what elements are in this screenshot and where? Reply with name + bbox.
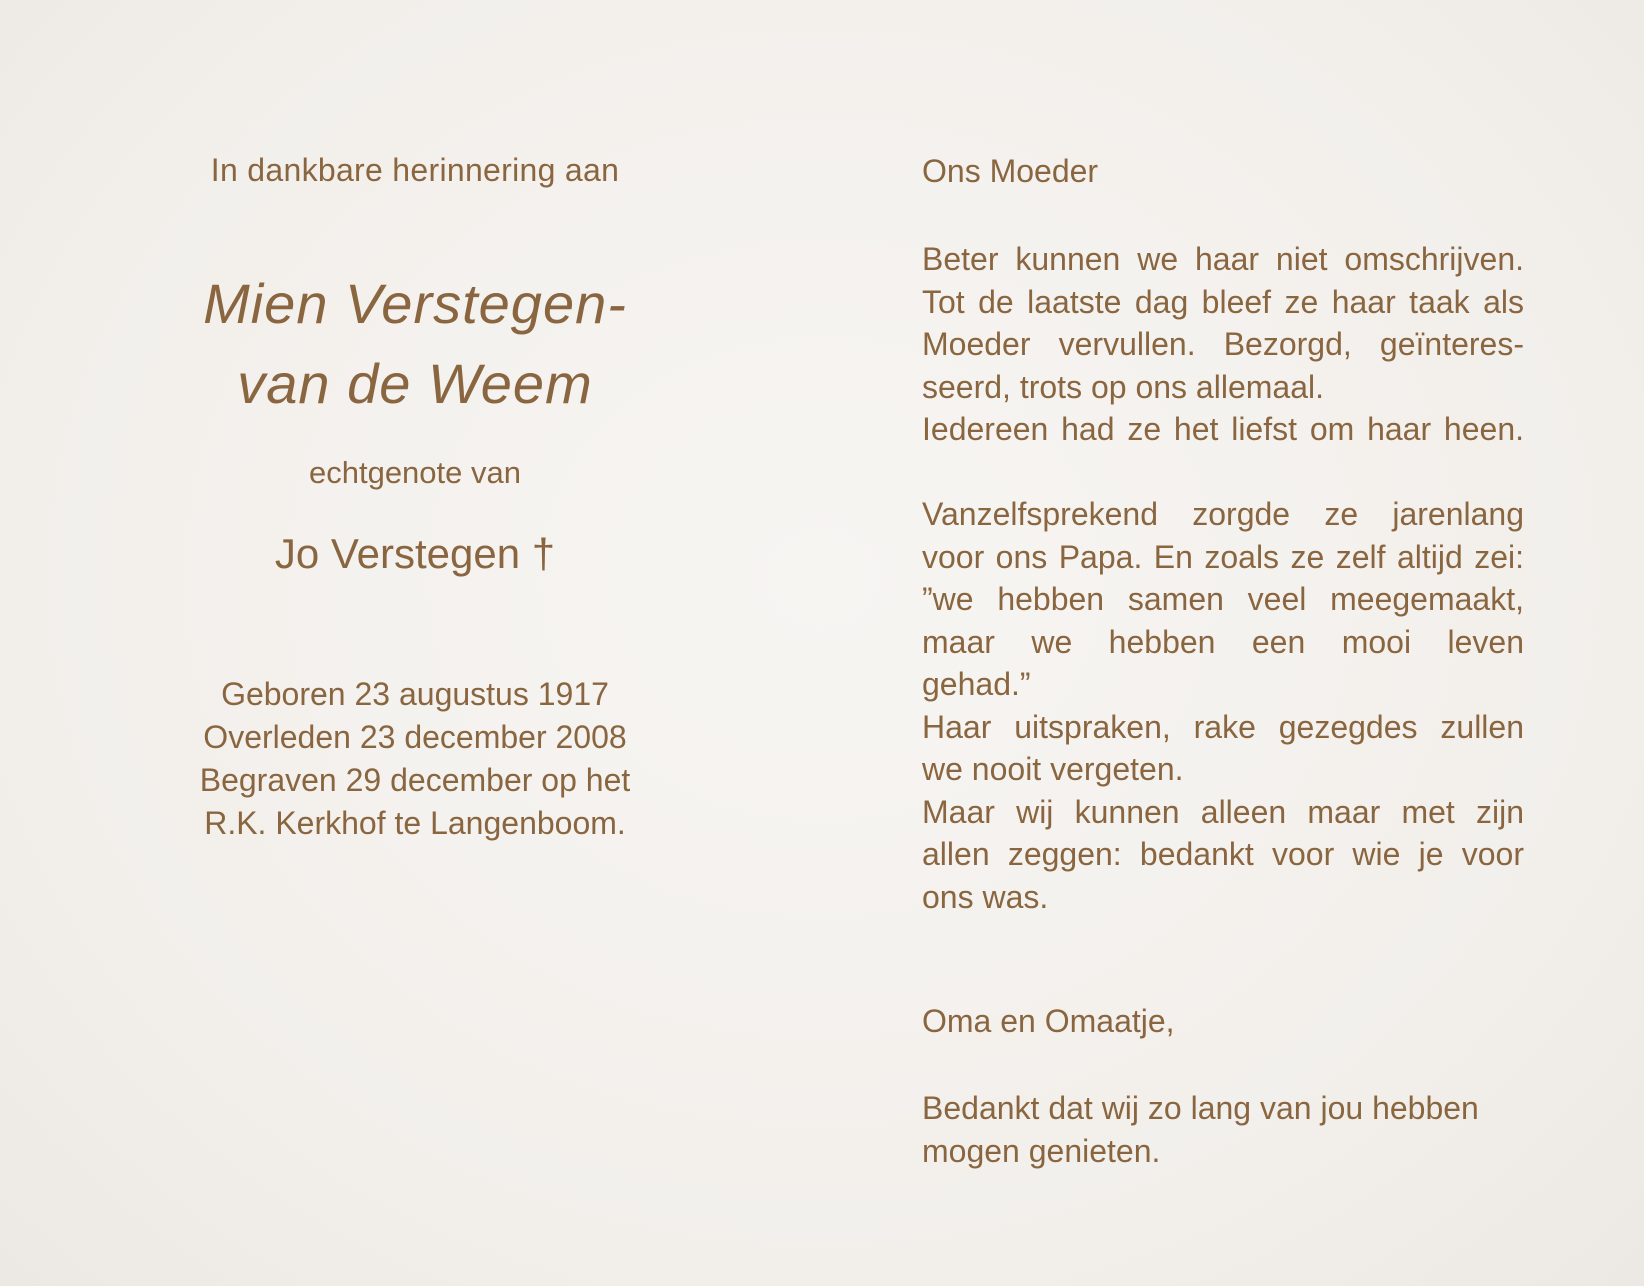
- paragraph-line: maar we hebben een mooi leven: [922, 623, 1524, 660]
- paragraph-line: ”we hebben samen veel meegemaakt,: [922, 581, 1524, 617]
- dates-block: [150, 673, 680, 845]
- birth-date: Geboren 23 augustus 1917: [221, 676, 609, 712]
- burial-date: Begraven 29 december op het: [199, 762, 631, 798]
- paragraph-line: Vanzelfsprekend zorgde ze jarenlang: [922, 496, 1524, 532]
- paragraph-line: Iedereen had ze het liefst om haar heen.: [922, 411, 1524, 447]
- paragraph-line: Bedankt dat wij zo lang van jou hebben: [922, 1090, 1479, 1126]
- paragraph-line: Beter kunnen we haar niet omschrijven.: [922, 241, 1524, 277]
- burial-place: R.K. Kerkhof te Langenboom.: [204, 805, 626, 841]
- paragraph-line: mogen genieten.: [922, 1132, 1161, 1169]
- paragraph-line: we nooit vergeten.: [922, 751, 1184, 787]
- paragraph-line: allen zeggen: bedankt voor wie je voor: [922, 836, 1524, 872]
- paragraph-line: Maar wij kunnen alleen maar met zijn: [922, 793, 1524, 830]
- deceased-name-line-1: Mien Verstegen-: [203, 272, 627, 335]
- deceased-name-line-2: van de Weem: [237, 352, 593, 415]
- paragraph-line: Tot de laatste dag bleef ze haar taak als: [922, 283, 1524, 320]
- text-heading: Ons Moeder: [922, 153, 1099, 189]
- paragraph-line: gehad.”: [922, 666, 1031, 702]
- paragraph-line: ons was.: [922, 878, 1049, 915]
- paragraph-line: Moeder vervullen. Bezorgd, geïnteres-: [922, 326, 1524, 362]
- paragraph-1: [922, 238, 1524, 451]
- paragraph-line: Haar uitspraken, rake gezegdes zullen: [922, 708, 1524, 745]
- spouse-name: Jo Verstegen †: [274, 530, 556, 577]
- paragraph-line: voor ons Papa. En zoals ze zelf altijd zei:: [922, 538, 1524, 575]
- spouse-label: echtgenote van: [308, 455, 521, 490]
- paragraph-line: seerd, trots op ons allemaal.: [922, 368, 1324, 405]
- paragraph-2: [922, 493, 1524, 918]
- oma-line: Oma en Omaatje,: [922, 1003, 1175, 1039]
- intro-text: In dankbare herinnering aan: [210, 152, 620, 188]
- thanks-paragraph: [922, 1087, 1524, 1172]
- death-date: Overleden 23 december 2008: [203, 719, 627, 755]
